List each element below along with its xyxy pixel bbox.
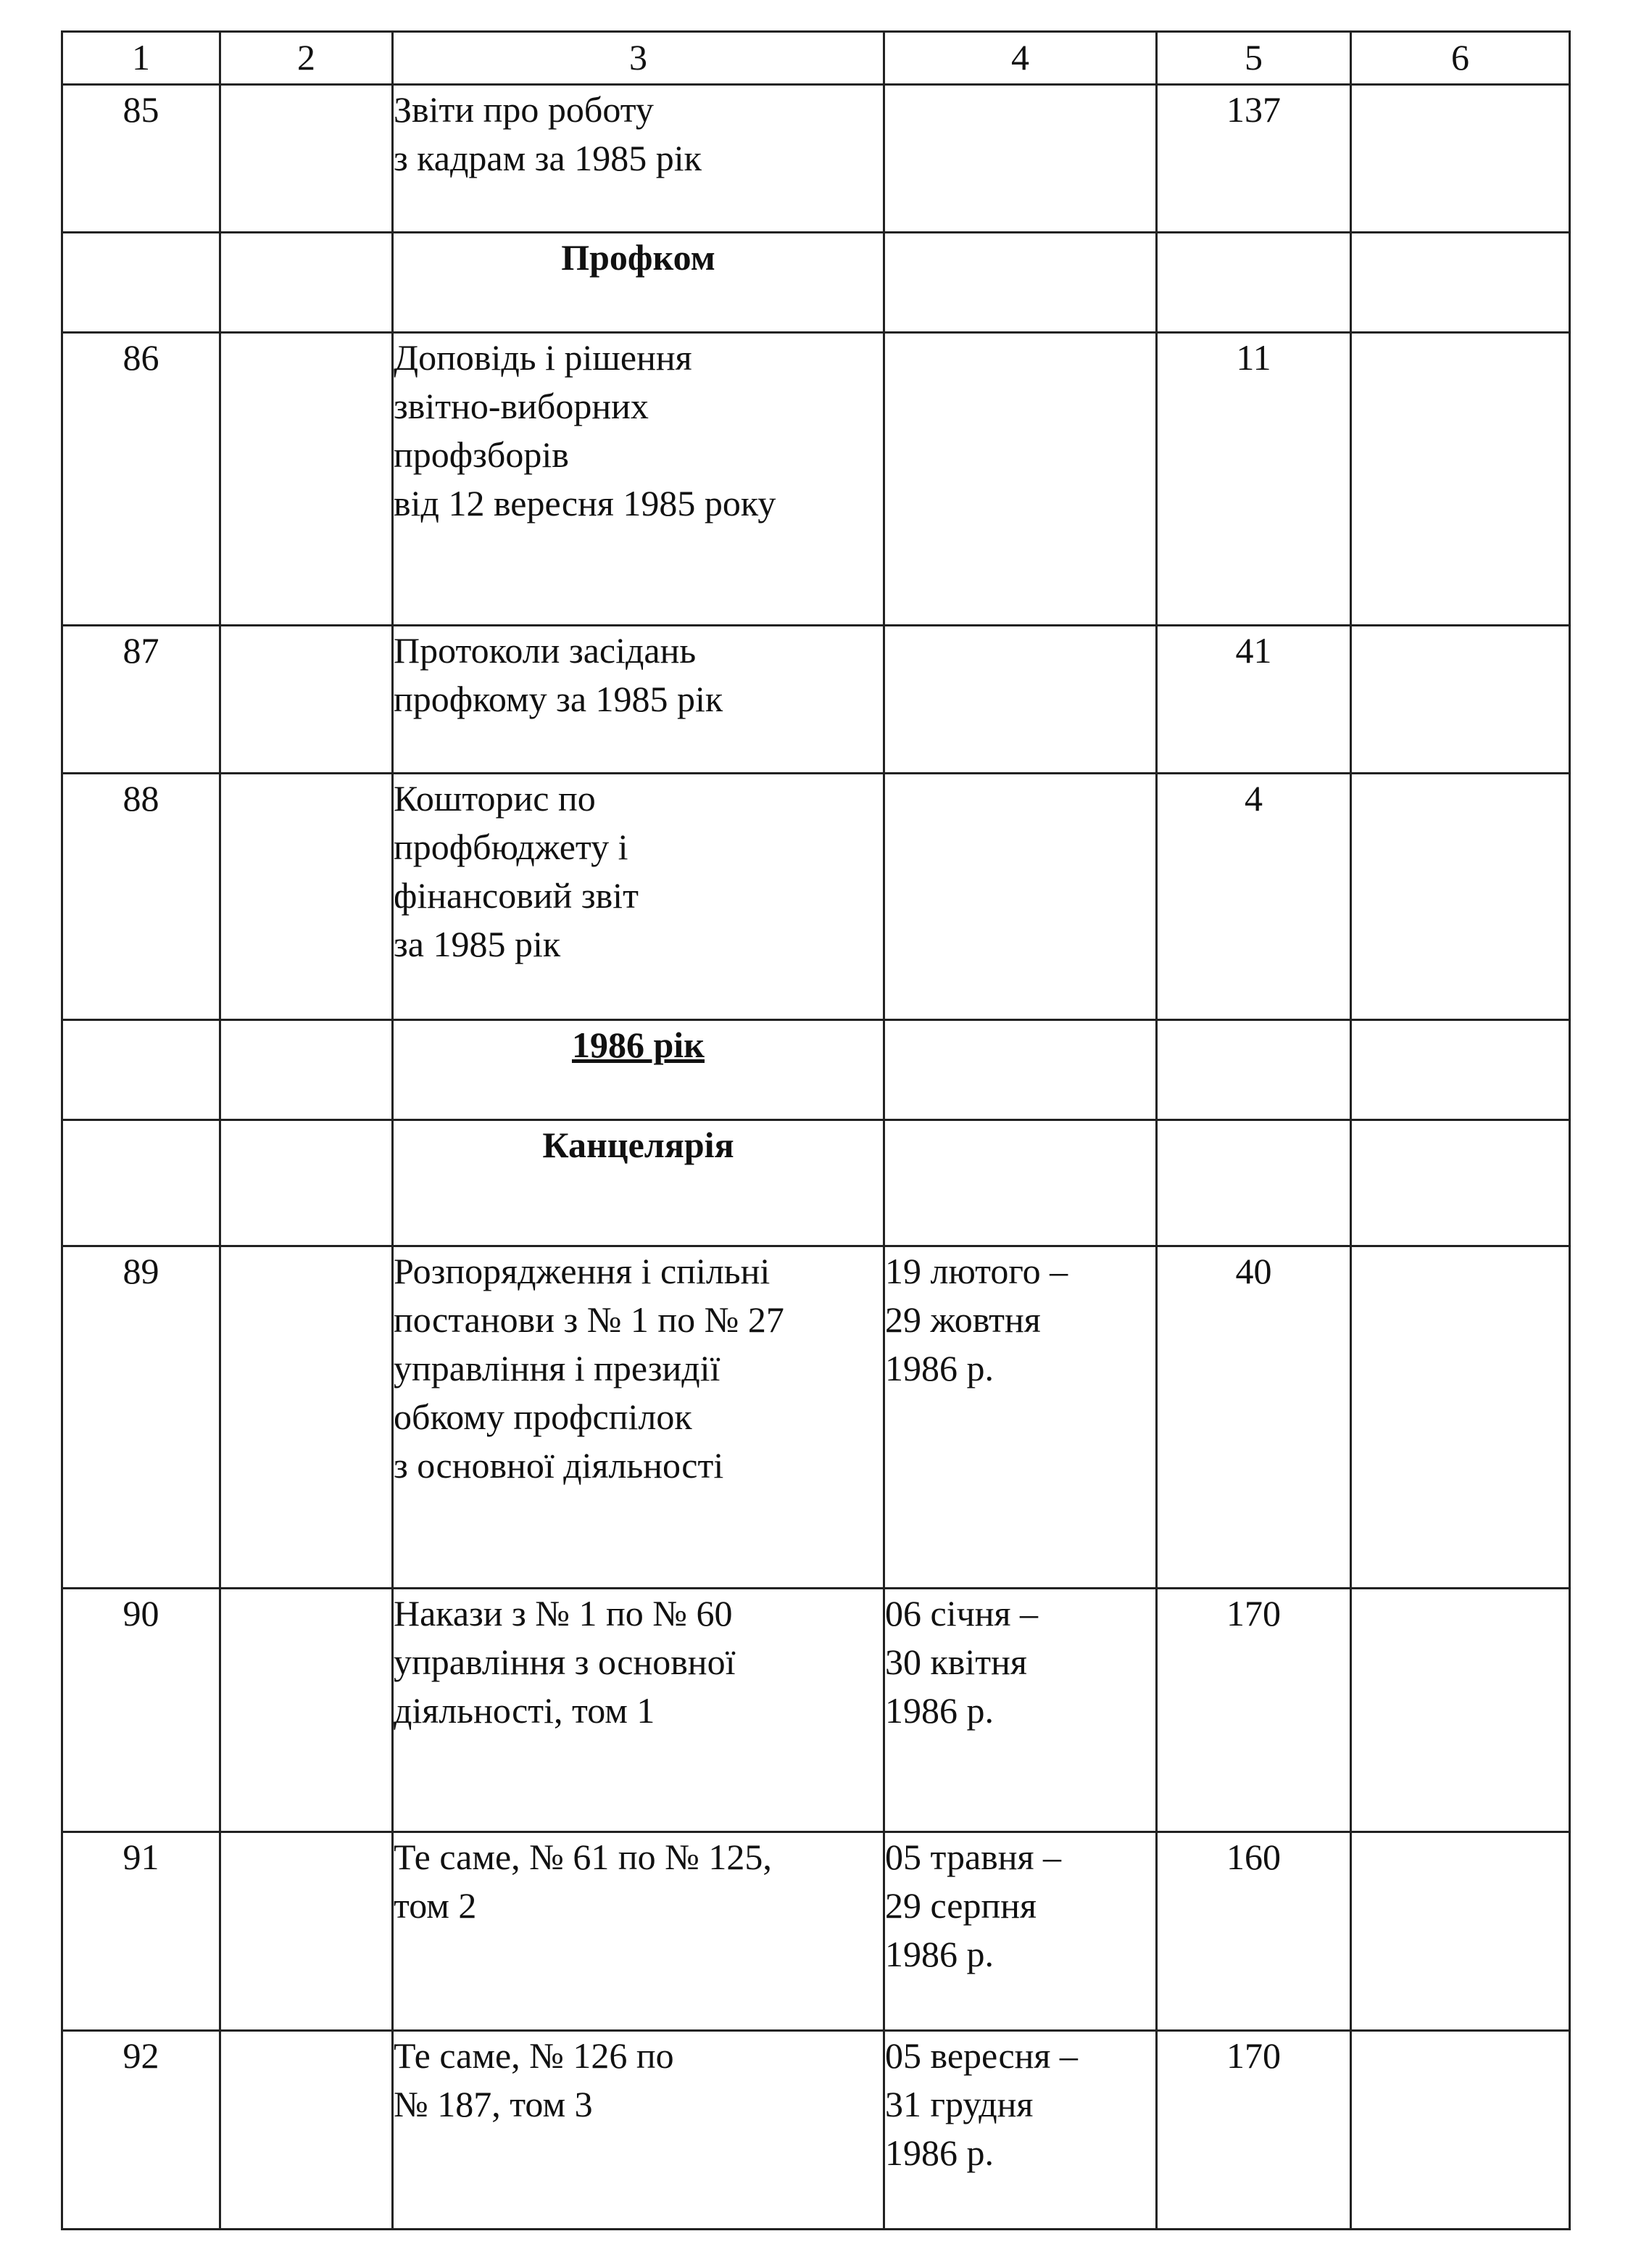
item-number: 86 [62, 333, 220, 626]
section-heading-row [62, 1120, 1570, 1246]
empty-cell [220, 774, 393, 1020]
item-number: 89 [62, 1246, 220, 1589]
item-number: 85 [62, 85, 220, 233]
table-row [62, 774, 1570, 1020]
item-dates [884, 85, 1157, 233]
column-number-4: 4 [884, 32, 1157, 85]
item-dates: 06 січня – 30 квітня 1986 р. [884, 1589, 1157, 1832]
empty-cell [62, 1120, 220, 1246]
item-title: Протоколи засідань профкому за 1985 рік [393, 626, 884, 774]
table-row [62, 1832, 1570, 2031]
item-title: Кошторис по профбюджету і фінансовий звіт за 1985 рік [393, 774, 884, 1020]
item-title: Те саме, № 126 по № 187, том 3 [393, 2031, 884, 2230]
section-heading-row [62, 233, 1570, 333]
empty-cell [220, 1246, 393, 1589]
item-title: Накази з № 1 по № 60 управління з основної діяльності, том 1 [393, 1589, 884, 1832]
empty-cell [62, 233, 220, 333]
table-row [62, 85, 1570, 233]
item-sheet-count: 170 [1157, 2031, 1351, 2230]
section-heading-row [62, 1020, 1570, 1120]
item-title: Те саме, № 61 по № 125, том 2 [393, 1832, 884, 2031]
item-dates: 19 лютого – 29 жовтня 1986 р. [884, 1246, 1157, 1589]
inventory-table [61, 30, 1571, 2230]
empty-cell [220, 1020, 393, 1120]
table-row [62, 1589, 1570, 1832]
item-number: 88 [62, 774, 220, 1020]
item-title: Доповідь і рішення звітно-виборних профзборів від 12 вересня 1985 року [393, 333, 884, 626]
empty-cell [1351, 233, 1570, 333]
empty-cell [1351, 1589, 1570, 1832]
item-sheet-count: 40 [1157, 1246, 1351, 1589]
item-dates [884, 333, 1157, 626]
empty-cell [1351, 774, 1570, 1020]
item-dates: 05 вересня – 31 грудня 1986 р. [884, 2031, 1157, 2230]
inventory-table-body [62, 32, 1570, 2230]
empty-cell [220, 233, 393, 333]
item-dates [884, 626, 1157, 774]
column-number-2: 2 [220, 32, 393, 85]
item-sheet-count: 11 [1157, 333, 1351, 626]
empty-cell [884, 233, 1157, 333]
empty-cell [1157, 233, 1351, 333]
empty-cell [1351, 85, 1570, 233]
item-sheet-count: 137 [1157, 85, 1351, 233]
empty-cell [1157, 1120, 1351, 1246]
item-sheet-count: 160 [1157, 1832, 1351, 2031]
item-sheet-count: 41 [1157, 626, 1351, 774]
item-dates: 05 травня – 29 серпня 1986 р. [884, 1832, 1157, 2031]
table-row [62, 1246, 1570, 1589]
empty-cell [220, 1832, 393, 2031]
item-sheet-count: 170 [1157, 1589, 1351, 1832]
table-row [62, 333, 1570, 626]
item-number: 87 [62, 626, 220, 774]
column-number-5: 5 [1157, 32, 1351, 85]
column-number-3: 3 [393, 32, 884, 85]
item-dates [884, 774, 1157, 1020]
empty-cell [220, 85, 393, 233]
column-number-row [62, 32, 1570, 85]
item-number: 91 [62, 1832, 220, 2031]
empty-cell [1157, 1020, 1351, 1120]
item-title: Розпорядження і спільні постанови з № 1 по № 27 управління і президії обкому профспілок з основної діяльності [393, 1246, 884, 1589]
item-number: 90 [62, 1589, 220, 1832]
table-row [62, 626, 1570, 774]
empty-cell [220, 2031, 393, 2230]
item-sheet-count: 4 [1157, 774, 1351, 1020]
empty-cell [1351, 1246, 1570, 1589]
empty-cell [62, 1020, 220, 1120]
table-row [62, 2031, 1570, 2230]
section-heading: 1986 рік [393, 1020, 884, 1120]
empty-cell [220, 626, 393, 774]
empty-cell [220, 1589, 393, 1832]
empty-cell [1351, 1020, 1570, 1120]
item-title: Звіти про роботу з кадрам за 1985 рік [393, 85, 884, 233]
empty-cell [220, 333, 393, 626]
empty-cell [220, 1120, 393, 1246]
empty-cell [1351, 2031, 1570, 2230]
item-number: 92 [62, 2031, 220, 2230]
empty-cell [1351, 333, 1570, 626]
column-number-6: 6 [1351, 32, 1570, 85]
empty-cell [1351, 1832, 1570, 2031]
section-heading: Профком [393, 233, 884, 333]
empty-cell [1351, 626, 1570, 774]
column-number-1: 1 [62, 32, 220, 85]
section-heading: Канцелярія [393, 1120, 884, 1246]
empty-cell [1351, 1120, 1570, 1246]
empty-cell [884, 1120, 1157, 1246]
empty-cell [884, 1020, 1157, 1120]
